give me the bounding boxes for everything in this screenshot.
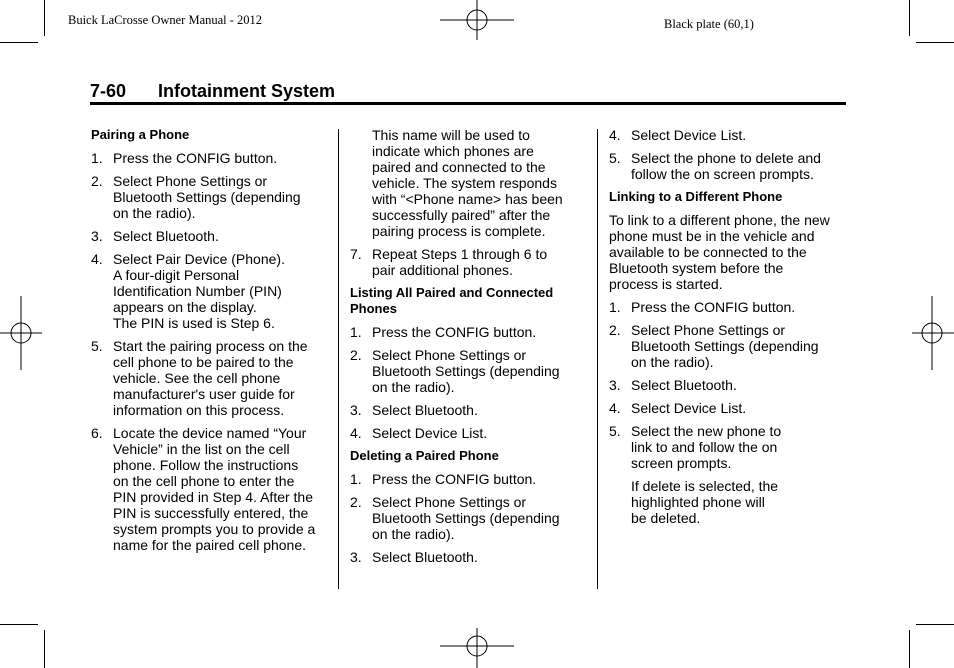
column-2 [350,127,588,572]
list-item [609,150,847,182]
crop-mark-top-right-h [916,42,954,43]
step-text: Select Phone Settings or Bluetooth Settings (depending on the radio). [372,494,560,542]
crop-mark-bottom-left-h [0,624,38,625]
list-item [609,322,847,370]
step-text: Press the CONFIG button. [372,324,537,340]
list-item [91,338,329,418]
crop-mark-bottom-right-h [916,624,954,625]
list-item [350,347,588,395]
linking-intro: To link to a different phone, the new phone must be in the vehicle and available to be connected to the Bluetooth system before the process is started. [609,212,830,292]
list-item [350,402,588,418]
list-item [350,425,588,441]
step-text: Select Pair Device (Phone). A four-digit Personal Identification Number (PIN) appears on the display. The PIN is used is Step 6. [113,251,285,331]
list-item [609,423,847,471]
step-text: Select Phone Settings or Bluetooth Settings (depending on the radio). [631,322,819,370]
step-text: Select Bluetooth. [113,228,219,244]
step-text: Select Bluetooth. [631,377,737,393]
step-number: 6. [91,425,103,441]
crop-mark-bottom-left-v [44,630,45,668]
step-number: 1. [350,471,362,487]
listing-steps [350,324,588,441]
step-number: 1. [609,299,621,315]
crop-mark-bottom-right-v [909,630,910,668]
delete-note: If delete is selected, the highlighted phone will be deleted. [631,478,779,526]
step-number: 3. [609,377,621,393]
step-text: Select the phone to delete and follow the on screen prompts. [631,150,821,182]
list-item [609,400,847,416]
list-item [350,471,588,487]
step-text: Select Device List. [631,127,747,143]
step-number: 5. [609,423,621,439]
list-item [91,173,329,221]
crop-mark-top-right-v [909,0,910,36]
step-6-continuation: This name will be used to indicate which phones are paired and connected to the vehicle. The system responds with “<Phone name> has been successfully paired” after the pairing process is complete. [372,127,563,239]
step-number: 5. [91,338,103,354]
step-text: Select Device List. [631,400,747,416]
linking-steps [609,299,847,471]
list-item [91,251,329,331]
step-text: Select Bluetooth. [372,549,478,565]
step-text: Select Bluetooth. [372,402,478,418]
step-text: Select Device List. [372,425,488,441]
step-number: 2. [350,347,362,363]
step-number: 4. [609,127,621,143]
crop-mark-top-left-v [44,0,45,36]
column-divider-1 [338,129,339,589]
manual-title: Buick LaCrosse Owner Manual - 2012 [68,13,263,27]
step-number: 3. [350,549,362,565]
step-number: 2. [91,173,103,189]
list-item [609,299,847,315]
column-1 [91,127,329,560]
deleting-steps-cont [609,127,847,182]
step-number: 1. [91,150,103,166]
list-item [91,425,329,553]
deleting-steps [350,471,588,565]
registration-mark-right [912,296,954,370]
list-item [609,127,847,143]
list-item [350,324,588,340]
plate-label: Black plate (60,1) [664,17,754,31]
list-item [91,228,329,244]
registration-mark-top [440,0,514,40]
crop-mark-top-left-h [0,42,38,43]
pairing-steps [91,150,329,553]
registration-mark-bottom [440,628,514,668]
list-item [609,377,847,393]
step-number: 3. [350,402,362,418]
step-number: 4. [350,425,362,441]
registration-mark-left [0,296,42,370]
subheading-linking: Linking to a Different Phone [609,189,783,204]
step-number: 3. [91,228,103,244]
list-item [350,494,588,542]
step-number: 4. [91,251,103,267]
list-item [350,246,588,278]
step-text: Repeat Steps 1 through 6 to pair additional phones. [372,246,548,278]
subheading-deleting: Deleting a Paired Phone [350,448,499,463]
step-text: Start the pairing process on the cell phone to be paired to the vehicle. See the cell phone manufacturer's user guide for information on this process. [113,338,308,418]
step-text: Press the CONFIG button. [631,299,796,315]
page-number: 7-60 [90,81,127,101]
step-number: 5. [609,150,621,166]
column-3 [609,127,847,533]
subheading-pairing: Pairing a Phone [91,127,190,142]
step-number: 2. [609,322,621,338]
section-heading [90,80,846,105]
step-text: Locate the device named “Your Vehicle” in the list on the cell phone. Follow the instructions on the cell phone to enter the PIN provided in Step 4. After the PIN is successfully entered, the system prompts you to provide a name for the paired cell phone. [113,425,316,553]
step-text: Press the CONFIG button. [372,471,537,487]
subheading-listing: Listing All Paired and Connected Phones [350,285,554,316]
pairing-steps-cont [350,246,588,278]
step-number: 4. [609,400,621,416]
step-number: 7. [350,246,362,262]
section-title: Infotainment System [158,81,336,101]
step-text: Select Phone Settings or Bluetooth Settings (depending on the radio). [372,347,560,395]
column-divider-2 [597,129,598,589]
step-text: Select Phone Settings or Bluetooth Settings (depending on the radio). [113,173,301,221]
list-item [91,150,329,166]
step-number: 1. [350,324,362,340]
step-text: Press the CONFIG button. [113,150,278,166]
step-number: 2. [350,494,362,510]
step-text: Select the new phone to link to and follow the on screen prompts. [631,423,782,471]
list-item [350,549,588,565]
